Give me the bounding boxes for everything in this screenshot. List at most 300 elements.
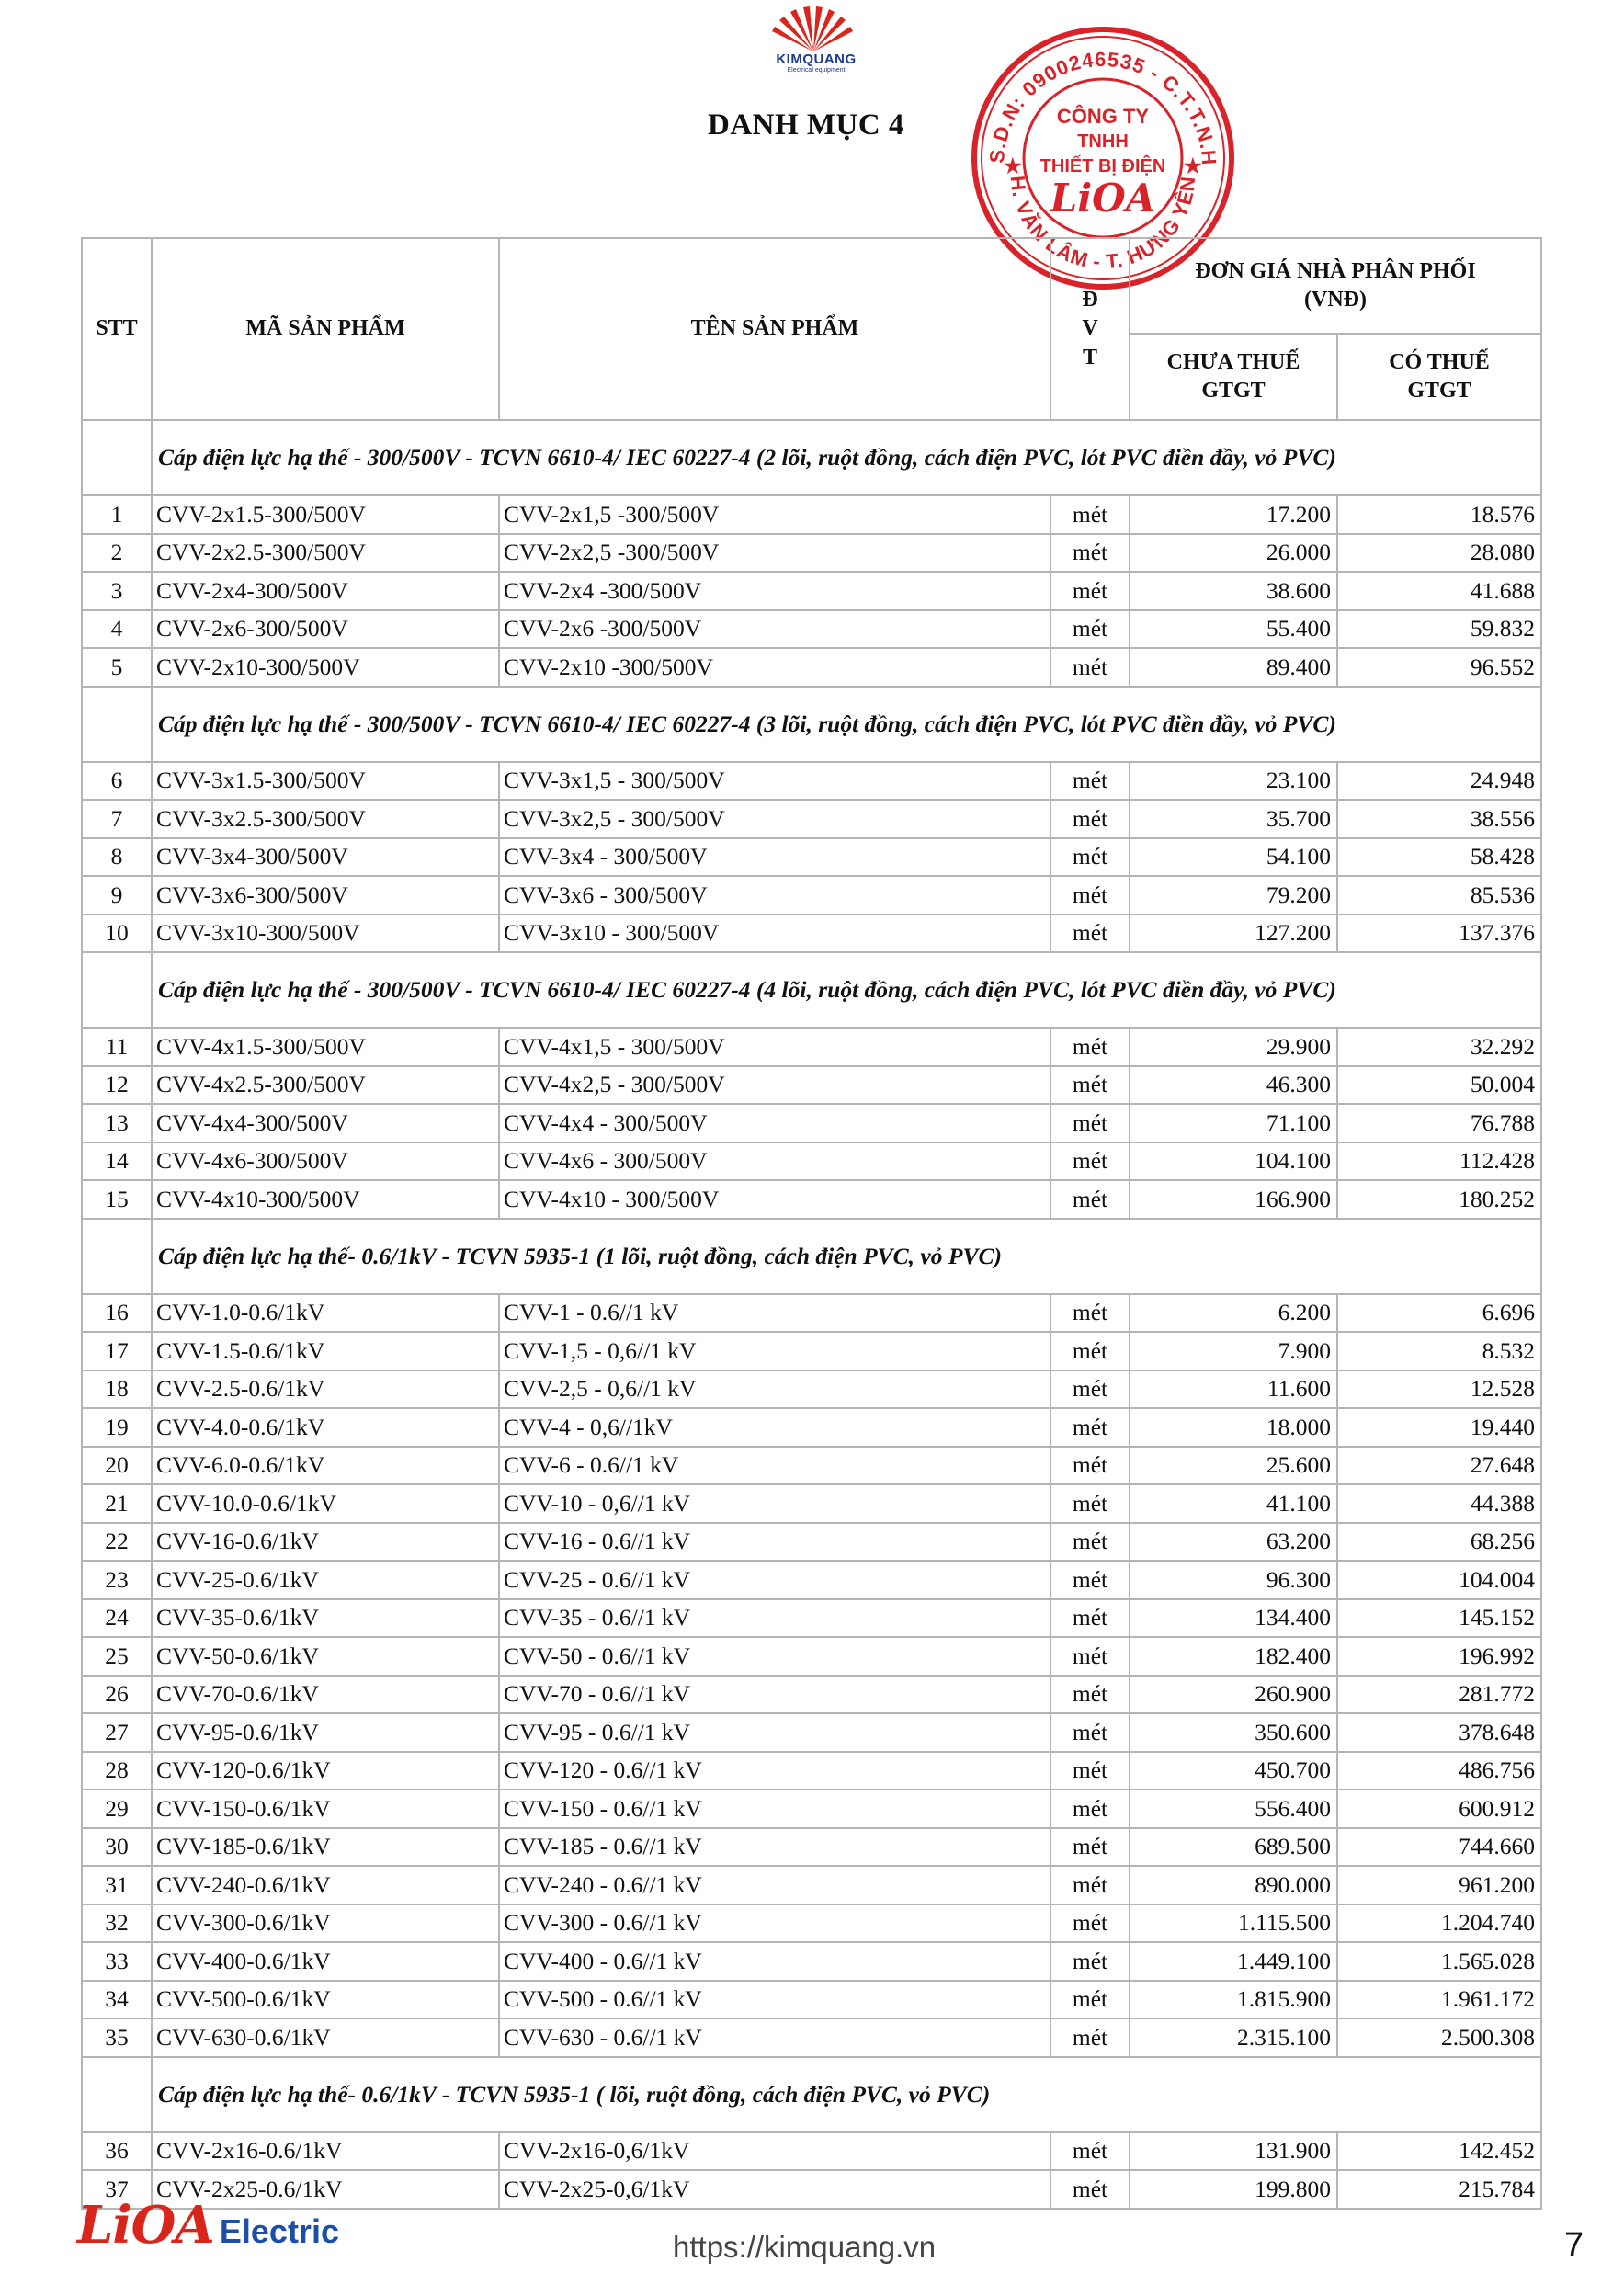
product-code: CVV-2x10-300/500V: [152, 648, 499, 687]
product-name: CVV-3x2,5 - 300/500V: [499, 800, 1050, 838]
product-code: CVV-2x4-300/500V: [152, 572, 499, 610]
header-name: TÊN SẢN PHẨM: [499, 238, 1050, 420]
table-row: [82, 1599, 1541, 1638]
price-pre-vat: 29.900: [1130, 1028, 1337, 1066]
product-code: CVV-120-0.6/1kV: [152, 1752, 499, 1790]
stamp-line1: CÔNG TY: [1056, 105, 1150, 128]
header-price-group: [1130, 238, 1541, 334]
unit-cell: mét: [1050, 762, 1130, 801]
unit-cell: mét: [1050, 1028, 1130, 1066]
price-vat: 145.152: [1337, 1599, 1541, 1638]
section-title: Cáp điện lực hạ thế - 300/500V - TCVN 6610-4/ IEC 60227-4 (3 lõi, ruột đồng, cách điện PVC, lót PVC điền đầy, vỏ PVC): [152, 687, 1541, 762]
product-name: CVV-4x2,5 - 300/500V: [499, 1066, 1050, 1105]
price-pre-vat: 46.300: [1130, 1066, 1337, 1105]
product-name: CVV-4x10 - 300/500V: [499, 1180, 1050, 1219]
unit-cell: mét: [1050, 610, 1130, 649]
price-vat: 28.080: [1337, 534, 1541, 573]
table-row: [82, 1447, 1541, 1485]
row-stt: 23: [82, 1561, 152, 1599]
unit-cell: mét: [1050, 838, 1130, 877]
table-row: [82, 610, 1541, 649]
section-stt-cell: [82, 952, 152, 1028]
price-pre-vat: 450.700: [1130, 1752, 1337, 1790]
price-vat: 196.992: [1337, 1637, 1541, 1676]
price-vat: 38.556: [1337, 800, 1541, 838]
row-stt: 2: [82, 534, 152, 573]
unit-cell: mét: [1050, 1408, 1130, 1447]
unit-cell: mét: [1050, 1066, 1130, 1105]
unit-cell: mét: [1050, 1484, 1130, 1523]
price-pre-vat: 689.500: [1130, 1828, 1337, 1867]
product-code: CVV-3x2.5-300/500V: [152, 800, 499, 838]
product-name: CVV-2x10 -300/500V: [499, 648, 1050, 687]
price-pre-vat: 104.100: [1130, 1142, 1337, 1181]
product-code: CVV-25-0.6/1kV: [152, 1561, 499, 1599]
row-stt: 7: [82, 800, 152, 838]
price-pre-vat: 17.200: [1130, 495, 1337, 534]
price-vat: 215.784: [1337, 2170, 1541, 2209]
section-stt-cell: [82, 687, 152, 762]
row-stt: 25: [82, 1637, 152, 1676]
table-row: [82, 915, 1541, 953]
table-row: [82, 1561, 1541, 1599]
row-stt: 29: [82, 1790, 152, 1828]
row-stt: 36: [82, 2132, 152, 2171]
price-vat: 58.428: [1337, 838, 1541, 877]
price-vat: 744.660: [1337, 1828, 1541, 1867]
row-stt: 1: [82, 495, 152, 534]
table-row: [82, 1752, 1541, 1790]
price-pre-vat: 127.200: [1130, 915, 1337, 953]
product-code: CVV-2x16-0.6/1kV: [152, 2132, 499, 2171]
price-vat: 8.532: [1337, 1332, 1541, 1370]
price-vat: 44.388: [1337, 1484, 1541, 1523]
table-row: [82, 1370, 1541, 1409]
header-vat: [1337, 334, 1541, 420]
product-code: CVV-4x1.5-300/500V: [152, 1028, 499, 1066]
price-pre-vat: 35.700: [1130, 800, 1337, 838]
unit-cell: mét: [1050, 1981, 1130, 2019]
stamp-star-left-icon: ★: [1004, 154, 1022, 177]
kimquang-logo-subtext: Electrical equipment: [787, 67, 846, 74]
product-code: CVV-630-0.6/1kV: [152, 2018, 499, 2057]
price-vat: 961.200: [1337, 1866, 1541, 1904]
product-name: CVV-10 - 0,6//1 kV: [499, 1484, 1050, 1523]
unit-cell: mét: [1050, 1752, 1130, 1790]
price-table: [81, 237, 1542, 2210]
price-pre-vat: 1.815.900: [1130, 1981, 1337, 2019]
price-vat: 378.648: [1337, 1713, 1541, 1752]
product-code: CVV-3x6-300/500V: [152, 876, 499, 915]
price-pre-vat: 890.000: [1130, 1866, 1337, 1904]
product-name: CVV-3x10 - 300/500V: [499, 915, 1050, 953]
price-pre-vat: 1.115.500: [1130, 1904, 1337, 1943]
product-code: CVV-4x10-300/500V: [152, 1180, 499, 1219]
table-row: [82, 1294, 1541, 1333]
stamp-line2: TNHH: [1077, 131, 1129, 152]
row-stt: 5: [82, 648, 152, 687]
product-code: CVV-4x4-300/500V: [152, 1104, 499, 1142]
row-stt: 9: [82, 876, 152, 915]
kimquang-logo: [754, 4, 873, 77]
price-vat: 1.565.028: [1337, 1942, 1541, 1981]
unit-cell: mét: [1050, 915, 1130, 953]
header-pre-vat-line1: CHƯA THUẾ: [1166, 349, 1300, 374]
product-name: CVV-4 - 0,6//1kV: [499, 1408, 1050, 1447]
product-name: CVV-25 - 0.6//1 kV: [499, 1561, 1050, 1599]
price-table-body: [82, 420, 1541, 2209]
price-vat: 18.576: [1337, 495, 1541, 534]
price-vat: 104.004: [1337, 1561, 1541, 1599]
footer-brand: LiOA: [77, 2195, 214, 2256]
product-code: CVV-300-0.6/1kV: [152, 1904, 499, 1943]
price-pre-vat: 41.100: [1130, 1484, 1337, 1523]
row-stt: 14: [82, 1142, 152, 1181]
price-pre-vat: 134.400: [1130, 1599, 1337, 1638]
row-stt: 4: [82, 610, 152, 649]
footer-brand-suffix: Electric: [219, 2212, 339, 2250]
product-name: CVV-2x6 -300/500V: [499, 610, 1050, 649]
unit-cell: mét: [1050, 2170, 1130, 2209]
price-pre-vat: 6.200: [1130, 1294, 1337, 1333]
price-vat: 12.528: [1337, 1370, 1541, 1409]
table-row: [82, 1828, 1541, 1867]
product-code: CVV-95-0.6/1kV: [152, 1713, 499, 1752]
unit-cell: mét: [1050, 1942, 1130, 1981]
price-pre-vat: 1.449.100: [1130, 1942, 1337, 1981]
section-row: [82, 687, 1541, 762]
table-row: [82, 1523, 1541, 1562]
stamp-top-text: S.D.N: 0900246535 - C.T.T.N.H: [984, 47, 1221, 166]
lioa-electric-logo: [77, 2195, 339, 2256]
header-code: MÃ SẢN PHẨM: [152, 238, 499, 420]
product-name: CVV-185 - 0.6//1 kV: [499, 1828, 1050, 1867]
row-stt: 34: [82, 1981, 152, 2019]
unit-cell: mét: [1050, 1676, 1130, 1714]
row-stt: 31: [82, 1866, 152, 1904]
stamp-line3: THIẾT BỊ ĐIỆN: [1039, 156, 1166, 176]
row-stt: 12: [82, 1066, 152, 1105]
price-vat: 486.756: [1337, 1752, 1541, 1790]
price-vat: 1.204.740: [1337, 1904, 1541, 1943]
header-unit-line3: T: [1082, 345, 1097, 369]
row-stt: 13: [82, 1104, 152, 1142]
price-vat: 600.912: [1337, 1790, 1541, 1828]
table-row: [82, 800, 1541, 838]
table-row: [82, 495, 1541, 534]
price-pre-vat: 38.600: [1130, 572, 1337, 610]
unit-cell: mét: [1050, 1447, 1130, 1485]
product-name: CVV-3x6 - 300/500V: [499, 876, 1050, 915]
table-row: [82, 1790, 1541, 1828]
price-pre-vat: 131.900: [1130, 2132, 1337, 2171]
section-row: [82, 420, 1541, 495]
price-pre-vat: 25.600: [1130, 1447, 1337, 1485]
price-pre-vat: 11.600: [1130, 1370, 1337, 1409]
product-name: CVV-120 - 0.6//1 kV: [499, 1752, 1050, 1790]
price-pre-vat: 89.400: [1130, 648, 1337, 687]
product-code: CVV-4x2.5-300/500V: [152, 1066, 499, 1105]
price-vat: 32.292: [1337, 1028, 1541, 1066]
row-stt: 8: [82, 838, 152, 877]
price-vat: 281.772: [1337, 1676, 1541, 1714]
section-row: [82, 2057, 1541, 2132]
table-row: [82, 1866, 1541, 1904]
unit-cell: mét: [1050, 1904, 1130, 1943]
row-stt: 37: [82, 2170, 152, 2209]
product-name: CVV-3x4 - 300/500V: [499, 838, 1050, 877]
row-stt: 17: [82, 1332, 152, 1370]
price-pre-vat: 55.400: [1130, 610, 1337, 649]
section-title: Cáp điện lực hạ thế- 0.6/1kV - TCVN 5935-1 (1 lõi, ruột đồng, cách điện PVC, vỏ PVC): [152, 1219, 1541, 1294]
product-name: CVV-1,5 - 0,6//1 kV: [499, 1332, 1050, 1370]
header-vat-line1: CÓ THUẾ: [1389, 349, 1490, 374]
table-row: [82, 1676, 1541, 1714]
product-code: CVV-2x1.5-300/500V: [152, 495, 499, 534]
product-name: CVV-4x6 - 300/500V: [499, 1142, 1050, 1181]
header-pre-vat: [1130, 334, 1337, 420]
price-vat: 85.536: [1337, 876, 1541, 915]
price-vat: 180.252: [1337, 1180, 1541, 1219]
product-code: CVV-400-0.6/1kV: [152, 1942, 499, 1981]
price-pre-vat: 260.900: [1130, 1676, 1337, 1714]
row-stt: 6: [82, 762, 152, 801]
row-stt: 19: [82, 1408, 152, 1447]
table-row: [82, 1104, 1541, 1142]
unit-cell: mét: [1050, 1713, 1130, 1752]
section-title: Cáp điện lực hạ thế - 300/500V - TCVN 6610-4/ IEC 60227-4 (2 lõi, ruột đồng, cách điện PVC, lót PVC điền đầy, vỏ PVC): [152, 420, 1541, 495]
header-unit-line2: V: [1082, 316, 1098, 341]
product-name: CVV-1 - 0.6//1 kV: [499, 1294, 1050, 1333]
unit-cell: mét: [1050, 1332, 1130, 1370]
unit-cell: mét: [1050, 1599, 1130, 1638]
product-name: CVV-95 - 0.6//1 kV: [499, 1713, 1050, 1752]
product-code: CVV-500-0.6/1kV: [152, 1981, 499, 2019]
row-stt: 22: [82, 1523, 152, 1562]
table-row: [82, 1904, 1541, 1943]
product-name: CVV-35 - 0.6//1 kV: [499, 1599, 1050, 1638]
section-row: [82, 1219, 1541, 1294]
section-title: Cáp điện lực hạ thế - 300/500V - TCVN 6610-4/ IEC 60227-4 (4 lõi, ruột đồng, cách điện PVC, lót PVC điền đầy, vỏ PVC): [152, 952, 1541, 1028]
price-vat: 76.788: [1337, 1104, 1541, 1142]
table-row: [82, 1332, 1541, 1370]
table-row: [82, 1028, 1541, 1066]
product-code: CVV-4.0-0.6/1kV: [152, 1408, 499, 1447]
product-code: CVV-35-0.6/1kV: [152, 1599, 499, 1638]
table-row: [82, 1484, 1541, 1523]
product-code: CVV-3x4-300/500V: [152, 838, 499, 877]
product-code: CVV-10.0-0.6/1kV: [152, 1484, 499, 1523]
stamp-brand: LiOA: [1050, 176, 1156, 221]
row-stt: 11: [82, 1028, 152, 1066]
price-vat: 24.948: [1337, 762, 1541, 801]
footer-url[interactable]: https://kimquang.vn: [673, 2230, 937, 2264]
product-name: CVV-50 - 0.6//1 kV: [499, 1637, 1050, 1676]
table-row: [82, 534, 1541, 573]
section-stt-cell: [82, 1219, 152, 1294]
product-code: CVV-4x6-300/500V: [152, 1142, 499, 1181]
table-row: [82, 876, 1541, 915]
row-stt: 33: [82, 1942, 152, 1981]
price-pre-vat: 26.000: [1130, 534, 1337, 573]
unit-cell: mét: [1050, 1104, 1130, 1142]
product-code: CVV-1.5-0.6/1kV: [152, 1332, 499, 1370]
table-row: [82, 572, 1541, 610]
header-price-group-line2: (VNĐ): [1304, 288, 1367, 312]
product-code: CVV-2x2.5-300/500V: [152, 534, 499, 573]
price-vat: 68.256: [1337, 1523, 1541, 1562]
product-code: CVV-150-0.6/1kV: [152, 1790, 499, 1828]
table-row: [82, 1981, 1541, 2019]
kimquang-fan-icon: [754, 4, 873, 55]
price-vat: 2.500.308: [1337, 2018, 1541, 2057]
unit-cell: mét: [1050, 2132, 1130, 2171]
product-name: CVV-2,5 - 0,6//1 kV: [499, 1370, 1050, 1409]
price-pre-vat: 71.100: [1130, 1104, 1337, 1142]
product-name: CVV-240 - 0.6//1 kV: [499, 1866, 1050, 1904]
price-pre-vat: 7.900: [1130, 1332, 1337, 1370]
product-name: CVV-630 - 0.6//1 kV: [499, 2018, 1050, 2057]
product-name: CVV-4x1,5 - 300/500V: [499, 1028, 1050, 1066]
table-row: [82, 838, 1541, 877]
table-row: [82, 1637, 1541, 1676]
page-number: 7: [1564, 2226, 1584, 2265]
product-code: CVV-3x10-300/500V: [152, 915, 499, 953]
price-vat: 27.648: [1337, 1447, 1541, 1485]
unit-cell: mét: [1050, 800, 1130, 838]
product-code: CVV-6.0-0.6/1kV: [152, 1447, 499, 1485]
unit-cell: mét: [1050, 2018, 1130, 2057]
price-vat: 41.688: [1337, 572, 1541, 610]
unit-cell: mét: [1050, 1370, 1130, 1409]
table-row: [82, 1713, 1541, 1752]
unit-cell: mét: [1050, 572, 1130, 610]
row-stt: 32: [82, 1904, 152, 1943]
table-row: [82, 2018, 1541, 2057]
row-stt: 20: [82, 1447, 152, 1485]
product-code: CVV-16-0.6/1kV: [152, 1523, 499, 1562]
unit-cell: mét: [1050, 1866, 1130, 1904]
price-pre-vat: 23.100: [1130, 762, 1337, 801]
unit-cell: mét: [1050, 1561, 1130, 1599]
price-pre-vat: 350.600: [1130, 1713, 1337, 1752]
price-vat: 112.428: [1337, 1142, 1541, 1181]
unit-cell: mét: [1050, 495, 1130, 534]
section-title: Cáp điện lực hạ thế- 0.6/1kV - TCVN 5935-1 ( lõi, ruột đồng, cách điện PVC, vỏ PVC): [152, 2057, 1541, 2132]
table-row: [82, 762, 1541, 801]
unit-cell: mét: [1050, 1294, 1130, 1333]
product-code: CVV-2.5-0.6/1kV: [152, 1370, 499, 1409]
product-code: CVV-185-0.6/1kV: [152, 1828, 499, 1867]
row-stt: 30: [82, 1828, 152, 1867]
price-pre-vat: 54.100: [1130, 838, 1337, 877]
product-code: CVV-50-0.6/1kV: [152, 1637, 499, 1676]
unit-cell: mét: [1050, 1523, 1130, 1562]
header-vat-line2: GTGT: [1407, 379, 1471, 403]
price-pre-vat: 182.400: [1130, 1637, 1337, 1676]
price-pre-vat: 63.200: [1130, 1523, 1337, 1562]
header-price-group-line1: ĐƠN GIÁ NHÀ PHÂN PHỐI: [1195, 258, 1476, 283]
unit-cell: mét: [1050, 1790, 1130, 1828]
row-stt: 26: [82, 1676, 152, 1714]
header-pre-vat-line2: GTGT: [1201, 379, 1266, 403]
product-code: CVV-1.0-0.6/1kV: [152, 1294, 499, 1333]
header-unit-line1: Đ: [1082, 288, 1098, 313]
section-row: [82, 952, 1541, 1028]
section-stt-cell: [82, 420, 152, 495]
row-stt: 18: [82, 1370, 152, 1409]
price-vat: 1.961.172: [1337, 1981, 1541, 2019]
price-pre-vat: 18.000: [1130, 1408, 1337, 1447]
product-name: CVV-150 - 0.6//1 kV: [499, 1790, 1050, 1828]
row-stt: 27: [82, 1713, 152, 1752]
page-title: DANH MỤC 4: [708, 108, 904, 142]
table-row: [82, 1180, 1541, 1219]
stamp-star-right-icon: ★: [1184, 154, 1202, 177]
section-stt-cell: [82, 2057, 152, 2132]
product-name: CVV-4x4 - 300/500V: [499, 1104, 1050, 1142]
product-name: CVV-3x1,5 - 300/500V: [499, 762, 1050, 801]
product-name: CVV-2x1,5 -300/500V: [499, 495, 1050, 534]
price-vat: 50.004: [1337, 1066, 1541, 1105]
unit-cell: mét: [1050, 1828, 1130, 1867]
product-code: CVV-2x6-300/500V: [152, 610, 499, 649]
price-pre-vat: 556.400: [1130, 1790, 1337, 1828]
row-stt: 10: [82, 915, 152, 953]
product-name: CVV-400 - 0.6//1 kV: [499, 1942, 1050, 1981]
price-vat: 6.696: [1337, 1294, 1541, 1333]
price-pre-vat: 79.200: [1130, 876, 1337, 915]
table-row: [82, 1066, 1541, 1105]
unit-cell: mét: [1050, 1180, 1130, 1219]
unit-cell: mét: [1050, 1142, 1130, 1181]
row-stt: 28: [82, 1752, 152, 1790]
unit-cell: mét: [1050, 648, 1130, 687]
price-vat: 142.452: [1337, 2132, 1541, 2171]
product-name: CVV-2x25-0,6/1kV: [499, 2170, 1050, 2209]
price-pre-vat: 96.300: [1130, 1561, 1337, 1599]
price-vat: 59.832: [1337, 610, 1541, 649]
price-pre-vat: 199.800: [1130, 2170, 1337, 2209]
price-pre-vat: 2.315.100: [1130, 2018, 1337, 2057]
table-row: [82, 1142, 1541, 1181]
row-stt: 16: [82, 1294, 152, 1333]
product-code: CVV-70-0.6/1kV: [152, 1676, 499, 1714]
row-stt: 24: [82, 1599, 152, 1638]
header-stt: STT: [82, 238, 152, 420]
product-name: CVV-2x2,5 -300/500V: [499, 534, 1050, 573]
price-vat: 96.552: [1337, 648, 1541, 687]
row-stt: 15: [82, 1180, 152, 1219]
table-row: [82, 1408, 1541, 1447]
header-unit: [1050, 238, 1130, 420]
stamp-bottom-text: H. VĂN LÂM - T. HƯNG YÊN: [1005, 175, 1200, 274]
product-name: CVV-70 - 0.6//1 kV: [499, 1676, 1050, 1714]
table-row: [82, 2132, 1541, 2171]
product-code: CVV-2x25-0.6/1kV: [152, 2170, 499, 2209]
row-stt: 3: [82, 572, 152, 610]
product-name: CVV-6 - 0.6//1 kV: [499, 1447, 1050, 1485]
product-name: CVV-2x4 -300/500V: [499, 572, 1050, 610]
product-name: CVV-16 - 0.6//1 kV: [499, 1523, 1050, 1562]
price-vat: 19.440: [1337, 1408, 1541, 1447]
row-stt: 35: [82, 2018, 152, 2057]
product-name: CVV-2x16-0,6/1kV: [499, 2132, 1050, 2171]
unit-cell: mét: [1050, 876, 1130, 915]
product-name: CVV-300 - 0.6//1 kV: [499, 1904, 1050, 1943]
unit-cell: mét: [1050, 534, 1130, 573]
product-code: CVV-3x1.5-300/500V: [152, 762, 499, 801]
